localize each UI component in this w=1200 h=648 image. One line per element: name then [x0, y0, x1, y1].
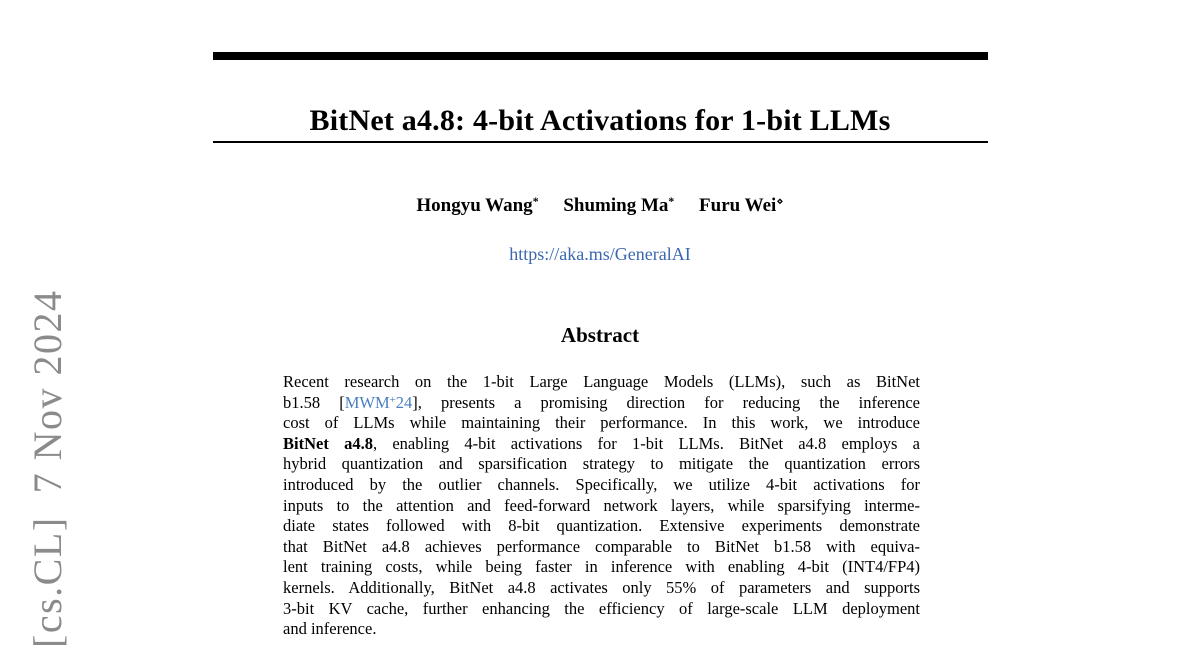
citation-link-mwm24[interactable]: MWM: [344, 392, 390, 412]
citation-link-mwm24-year[interactable]: 24: [395, 392, 413, 412]
abstract-text: ], presents a promising direction for reducing the inference: [412, 392, 920, 412]
abstract-line: [283, 434, 920, 455]
author-name-text: Shuming Ma: [563, 195, 669, 216]
author-affiliation-mark: *: [668, 195, 675, 209]
abstract-heading: Abstract: [560, 323, 640, 347]
author-name-text: Furu Wei: [699, 195, 777, 216]
abstract-text: , enabling 4-bit activations for 1-bit LLMs. BitNet a4.8 employs a: [372, 433, 920, 453]
citation-link-mwm24-sup[interactable]: +: [389, 393, 396, 406]
author-name: [699, 195, 784, 216]
abstract-line: [283, 393, 920, 414]
abstract-line: 3-bit KV cache, further enhancing the efficiency of large-scale LLM deployment: [283, 598, 920, 618]
abstract-line: lent training costs, while being faster in inference with enabling 4-bit (INT4/FP4): [283, 557, 920, 577]
author-name: [416, 195, 538, 216]
abstract-line: and inference.: [283, 619, 377, 639]
abstract-line: Recent research on the 1-bit Large Language Models (LLMs), such as BitNet: [283, 372, 920, 391]
abstract-line: introduced by the outlier channels. Specifically, we utilize 4-bit activations for: [283, 474, 920, 494]
author-name: [563, 195, 674, 216]
general-ai-link[interactable]: https://aka.ms/GeneralAI: [509, 244, 691, 264]
abstract-line: cost of LLMs while maintaining their performance. In this work, we introduce: [283, 413, 920, 433]
abstract-line: kernels. Additionally, BitNet a4.8 activates only 55% of parameters and supports: [283, 577, 920, 597]
abstract-line: hybrid quantization and sparsification strategy to mitigate the quantization errors: [283, 454, 920, 474]
paper-title: BitNet a4.8: 4-bit Activations for 1-bit LLMs: [309, 104, 891, 138]
title-rule-top: [213, 52, 988, 60]
abstract-line: that BitNet a4.8 achieves performance comparable to BitNet b1.58 with equiva-: [283, 536, 920, 556]
author-affiliation-mark: *: [532, 195, 539, 209]
abstract-line: inputs to the attention and feed-forward network layers, while sparsifying interme-: [283, 495, 920, 515]
abstract-body: [283, 372, 920, 640]
arxiv-category-date-stamp: [cs.CL] 7 Nov 2024: [25, 289, 70, 648]
abstract-line: diate states followed with 8-bit quantization. Extensive experiments demonstrate: [283, 516, 920, 536]
abstract-bold-term: BitNet a4.8: [283, 433, 373, 453]
author-affiliation-mark: ⋄: [776, 195, 784, 209]
title-rule-bottom: [213, 141, 988, 143]
abstract-text: b1.58 [: [283, 392, 345, 412]
author-line: [0, 195, 1200, 217]
author-name-text: Hongyu Wang: [416, 195, 533, 216]
